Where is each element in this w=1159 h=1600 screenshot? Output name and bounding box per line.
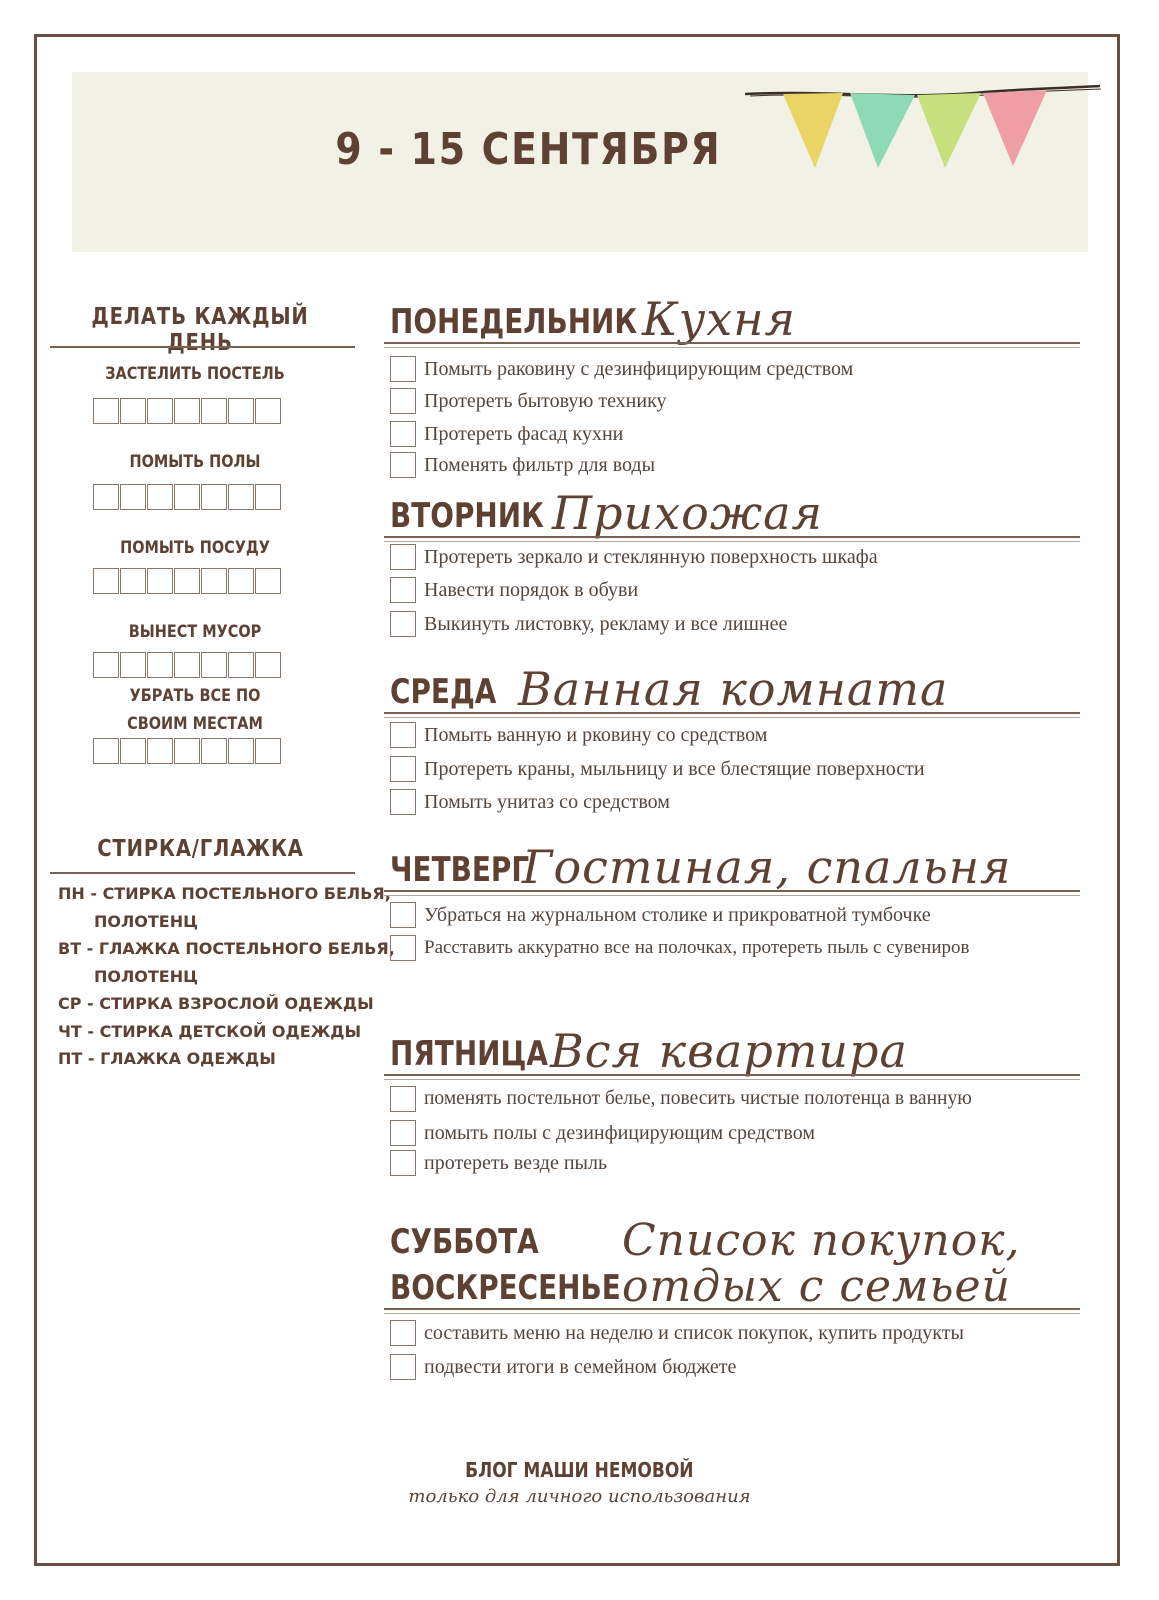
habit-day-checkbox[interactable] [174, 652, 200, 678]
habit-label-line: ЗАСТЕЛИТЬ ПОСТЕЛЬ [105, 364, 285, 384]
day-room: Список покупок, [622, 1215, 1021, 1266]
habit-day-checkbox[interactable] [255, 484, 281, 510]
day-name: СРЕДА [390, 672, 497, 712]
habit-day-checkbox[interactable] [120, 398, 146, 424]
task-label: Навести порядок в обуви [424, 578, 639, 601]
day-name: СУББОТА [390, 1222, 539, 1262]
laundry-line: ПОЛОТЕНЦ [94, 911, 198, 931]
day-tuesday [390, 484, 1080, 635]
task-label: Помыть ванную и рковину со средством [424, 723, 768, 746]
habit-day-boxes [93, 652, 282, 678]
day-room: Гостиная, спальня [522, 840, 1012, 894]
habit-day-checkbox[interactable] [174, 398, 200, 424]
day-header [390, 838, 1080, 894]
habit-day-checkbox[interactable] [93, 484, 119, 510]
habit-day-checkbox[interactable] [93, 398, 119, 424]
day-friday [390, 1022, 1080, 1174]
task-item[interactable] [390, 356, 853, 382]
page-title: 9 - 15 СЕНТЯБРЯ [335, 124, 722, 175]
task-checkbox[interactable] [390, 452, 416, 478]
task-item[interactable] [390, 388, 667, 414]
habit-day-checkbox[interactable] [120, 568, 146, 594]
flag-lime [917, 93, 981, 168]
day-header [390, 290, 1080, 346]
task-checkbox[interactable] [390, 1120, 416, 1146]
habit-label [50, 360, 340, 388]
habit-day-boxes [93, 398, 282, 424]
footer-usage-note: только для личного использования [408, 1486, 751, 1507]
habit-day-checkbox[interactable] [228, 568, 254, 594]
day-name: ПОНЕДЕЛЬНИК [390, 302, 638, 342]
task-checkbox[interactable] [390, 789, 416, 815]
day-name: ЧЕТВЕРГ [390, 850, 530, 890]
habit-day-checkbox[interactable] [147, 652, 173, 678]
task-checkbox[interactable] [390, 356, 416, 382]
task-item[interactable] [390, 1354, 736, 1380]
task-checkbox[interactable] [390, 1150, 416, 1176]
habit-day-checkbox[interactable] [255, 398, 281, 424]
daily-section-title: ДЕЛАТЬ КАЖДЫЙ ДЕНЬ [91, 304, 309, 356]
day-name: ВОСКРЕСЕНЬЕ [390, 1268, 621, 1308]
habit-day-checkbox[interactable] [201, 738, 227, 764]
task-item[interactable] [390, 935, 969, 961]
task-label: Протереть зеркало и стеклянную поверхность шкафа [424, 545, 878, 568]
laundry-line: СР - СТИРКА ВЗРОСЛОЙ ОДЕЖДЫ [58, 994, 374, 1013]
task-label: Протереть бытовую технику [424, 389, 667, 412]
task-checkbox[interactable] [390, 1086, 416, 1112]
task-label: Поменять фильтр для воды [424, 453, 656, 476]
laundry-section-rule [50, 872, 355, 874]
task-item[interactable] [390, 544, 878, 570]
day-monday [390, 290, 1080, 476]
day-rule [384, 536, 1080, 542]
day-header [390, 1210, 1080, 1312]
task-checkbox[interactable] [390, 421, 416, 447]
task-item[interactable] [390, 611, 787, 637]
task-item[interactable] [390, 452, 655, 478]
habit-day-checkbox[interactable] [228, 398, 254, 424]
laundry-schedule [58, 880, 395, 1073]
footer-blog-name: БЛОГ МАШИ НЕМОВОЙ [465, 1458, 694, 1482]
day-name: ПЯТНИЦА [390, 1034, 548, 1074]
task-label: Протереть фасад кухни [424, 422, 624, 445]
habit-day-checkbox[interactable] [255, 652, 281, 678]
bunting-decoration [745, 80, 1105, 180]
habit-day-checkbox[interactable] [228, 652, 254, 678]
task-label: Расставить аккуратно все на полочках, протереть пыль с сувениров [424, 937, 970, 958]
day-thursday [390, 838, 1080, 958]
task-label: поменять постельнот белье, повесить чистые полотенца в ванную [424, 1088, 972, 1109]
task-label: протереть везде пыль [424, 1151, 608, 1174]
task-item[interactable] [390, 789, 670, 815]
day-name: ВТОРНИК [390, 496, 544, 536]
day-room: Вся квартира [550, 1024, 908, 1078]
day-room: Кухня [642, 292, 796, 346]
day-room: отдых с семьей [622, 1261, 1011, 1312]
habit-day-checkbox[interactable] [147, 738, 173, 764]
habit-label-line: УБРАТЬ ВСЕ ПО [129, 686, 261, 706]
task-item[interactable] [390, 722, 767, 748]
laundry-line: ПОЛОТЕНЦ [94, 966, 198, 986]
habit-day-checkbox[interactable] [93, 568, 119, 594]
task-checkbox[interactable] [390, 544, 416, 570]
day-header [390, 660, 1080, 716]
task-item[interactable] [390, 421, 623, 447]
day-weekend [390, 1210, 1080, 1378]
day-rule [384, 890, 1080, 896]
habit-day-checkbox[interactable] [201, 398, 227, 424]
task-item[interactable] [390, 1150, 607, 1176]
task-label: Протереть краны, мыльницу и все блестящие поверхности [424, 757, 925, 780]
habit-day-checkbox[interactable] [120, 652, 146, 678]
habit-day-checkbox[interactable] [120, 484, 146, 510]
habit-day-checkbox[interactable] [201, 652, 227, 678]
day-header [390, 484, 1080, 540]
day-rule [384, 1074, 1080, 1080]
task-checkbox[interactable] [390, 1320, 416, 1346]
flag-mint [850, 93, 915, 168]
habit-label [50, 682, 340, 738]
task-item[interactable] [390, 756, 925, 782]
task-checkbox[interactable] [390, 722, 416, 748]
laundry-section-title: СТИРКА/ГЛАЖКА [96, 836, 304, 862]
task-label: Убраться на журнальном столике и прикроватной тумбочке [424, 903, 931, 926]
flag-yellow [783, 93, 843, 168]
task-item[interactable] [390, 1320, 964, 1346]
daily-section-rule [50, 346, 355, 348]
habit-day-boxes [93, 738, 282, 764]
habit-day-checkbox[interactable] [201, 484, 227, 510]
flag-pink [983, 90, 1047, 166]
habit-day-checkbox[interactable] [201, 568, 227, 594]
habit-day-checkbox[interactable] [174, 568, 200, 594]
habit-day-checkbox[interactable] [255, 738, 281, 764]
day-header [390, 1022, 1080, 1078]
day-rule [384, 342, 1080, 348]
habit-day-checkbox[interactable] [147, 398, 173, 424]
habit-day-checkbox[interactable] [93, 652, 119, 678]
task-item[interactable] [390, 902, 931, 928]
habit-day-boxes [93, 568, 282, 594]
task-label: составить меню на неделю и список покупок, купить продукты [424, 1321, 964, 1344]
habit-label [50, 618, 340, 646]
task-checkbox[interactable] [390, 611, 416, 637]
day-rule [384, 712, 1080, 718]
habit-label-line: СВОИМ МЕСТАМ [127, 714, 263, 734]
task-checkbox[interactable] [390, 1354, 416, 1380]
habit-day-checkbox[interactable] [93, 738, 119, 764]
habit-day-checkbox[interactable] [147, 568, 173, 594]
day-rule [384, 1308, 1080, 1314]
day-room: Прихожая [552, 486, 823, 540]
task-item[interactable] [390, 577, 638, 603]
habit-day-checkbox[interactable] [120, 738, 146, 764]
task-label: подвести итоги в семейном бюджете [424, 1355, 737, 1378]
task-checkbox[interactable] [390, 935, 416, 961]
day-wednesday [390, 660, 1080, 813]
habit-label [50, 534, 340, 562]
habit-label-line: ВЫНЕСТ МУСОР [128, 622, 262, 642]
task-checkbox[interactable] [390, 388, 416, 414]
habit-day-boxes [93, 484, 282, 510]
laundry-line: ВТ - ГЛАЖКА ПОСТЕЛЬНОГО БЕЛЬЯ, [58, 939, 395, 958]
habit-day-checkbox[interactable] [174, 738, 200, 764]
day-room: Ванная комната [518, 662, 949, 716]
habit-day-checkbox[interactable] [147, 484, 173, 510]
habit-day-checkbox[interactable] [255, 568, 281, 594]
task-item[interactable] [390, 1120, 815, 1146]
task-checkbox[interactable] [390, 577, 416, 603]
task-checkbox[interactable] [390, 756, 416, 782]
task-item[interactable] [390, 1086, 972, 1112]
habit-label-line: ПОМЫТЬ ПОСУДУ [120, 538, 270, 558]
task-label: Выкинуть листовку, рекламу и все лишнее [424, 612, 788, 635]
habit-day-checkbox[interactable] [174, 484, 200, 510]
habit-day-checkbox[interactable] [228, 484, 254, 510]
laundry-line: ПТ - ГЛАЖКА ОДЕЖДЫ [58, 1049, 276, 1068]
task-label: Помыть унитаз со средством [424, 790, 670, 813]
task-label: Помыть раковину с дезинфицирующим средством [424, 357, 854, 380]
laundry-line: ПН - СТИРКА ПОСТЕЛЬНОГО БЕЛЬЯ, [58, 884, 391, 903]
laundry-line: ЧТ - СТИРКА ДЕТСКОЙ ОДЕЖДЫ [58, 1021, 362, 1041]
task-label: помыть полы с дезинфицирующим средством [424, 1121, 815, 1144]
habit-label-line: ПОМЫТЬ ПОЛЫ [129, 452, 261, 472]
task-checkbox[interactable] [390, 902, 416, 928]
habit-label [50, 448, 340, 476]
habit-day-checkbox[interactable] [228, 738, 254, 764]
